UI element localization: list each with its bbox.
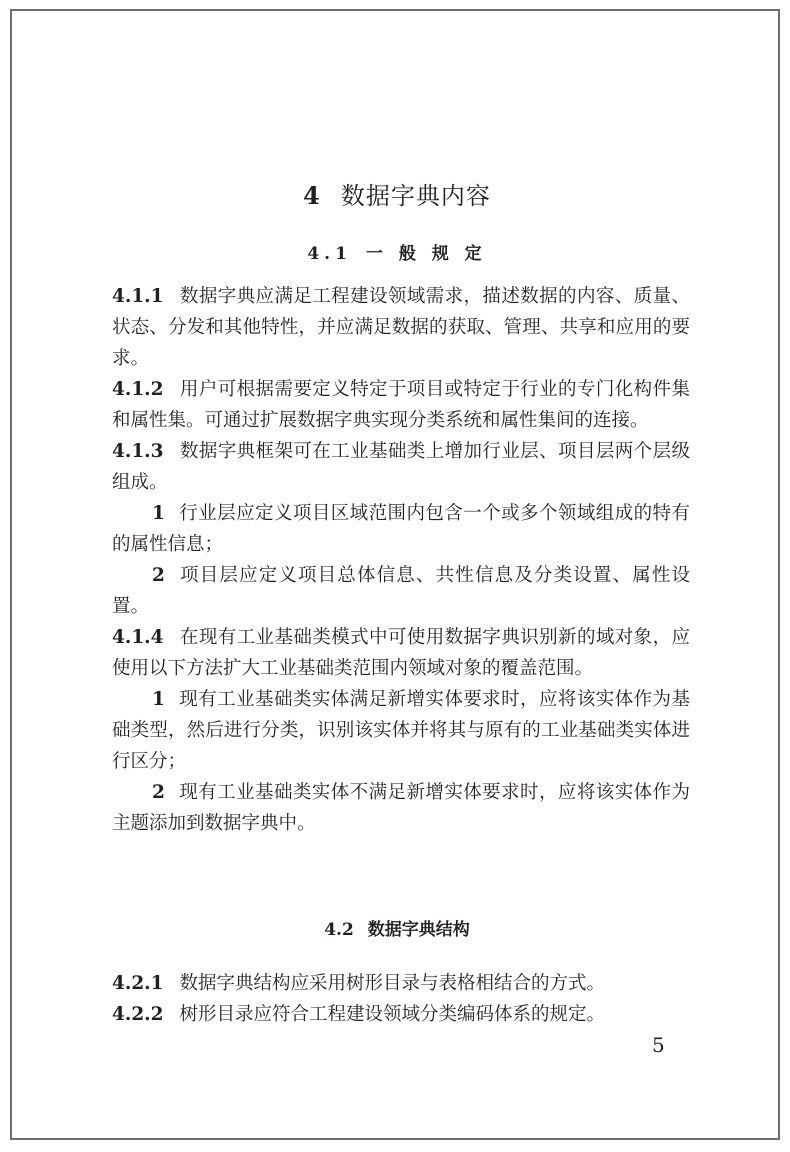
item-number: 2 <box>152 782 165 803</box>
item-text: 项目层应定义项目总体信息、共性信息及分类设置、属性设置。 <box>112 565 690 617</box>
clause-4-1-3-item-2 <box>112 560 690 622</box>
clause-text: 数据字典框架可在工业基础类上增加行业层、项目层两个层级组成。 <box>112 441 690 493</box>
page-frame <box>10 9 780 1140</box>
item-number: 2 <box>152 565 165 586</box>
clause-number: 4.1.2 <box>112 379 164 400</box>
section-number: 4.2 <box>324 920 354 940</box>
clause-number: 4.1.4 <box>112 627 164 648</box>
clause-number: 4.1.1 <box>112 286 164 307</box>
clause-text: 用户可根据需要定义特定于项目或特定于行业的专门化构件集和属性集。可通过扩展数据字典实现分类系统和属性集间的连接。 <box>112 379 690 431</box>
clause-number: 4.2.2 <box>112 1004 164 1025</box>
chapter-number: 4 <box>303 181 321 210</box>
clause-4-1-4 <box>112 622 690 684</box>
clause-4-1-1 <box>112 281 690 374</box>
section-heading-4-2 <box>12 915 782 940</box>
page-number: 5 <box>652 1033 665 1057</box>
clause-4-1-3 <box>112 436 690 498</box>
clause-4-1-2 <box>112 374 690 436</box>
chapter-heading <box>12 176 782 211</box>
section-title: 数据字典结构 <box>367 920 470 940</box>
section-4-2-body <box>112 968 690 1030</box>
chapter-title: 数据字典内容 <box>340 182 491 210</box>
section-heading-4-1 <box>12 239 782 264</box>
section-number: 4.1 <box>307 244 352 264</box>
clause-4-1-3-item-1 <box>112 498 690 560</box>
item-number: 1 <box>152 503 165 524</box>
item-text: 现有工业基础类实体不满足新增实体要求时，应将该实体作为主题添加到数据字典中。 <box>112 782 690 834</box>
clause-text: 在现有工业基础类模式中可使用数据字典识别新的域对象，应使用以下方法扩大工业基础类范围内领域对象的覆盖范围。 <box>112 627 690 679</box>
clause-text: 数据字典应满足工程建设领域需求，描述数据的内容、质量、状态、分发和其他特性，并应满足数据的获取、管理、共享和应用的要求。 <box>112 286 690 369</box>
clause-number: 4.2.1 <box>112 973 164 994</box>
clause-4-1-4-item-1 <box>112 684 690 777</box>
clause-number: 4.1.3 <box>112 441 164 462</box>
item-text: 现有工业基础类实体满足新增实体要求时，应将该实体作为基础类型，然后进行分类，识别该实体并将其与原有的工业基础类实体进行区分； <box>112 689 690 772</box>
clause-4-1-4-item-2 <box>112 777 690 839</box>
section-title: 一 般 规 定 <box>365 244 487 264</box>
item-number: 1 <box>152 689 165 710</box>
clause-text: 数据字典结构应采用树形目录与表格相结合的方式。 <box>179 973 606 994</box>
clause-4-2-1 <box>112 968 690 999</box>
item-text: 行业层应定义项目区域范围内包含一个或多个领域组成的特有的属性信息； <box>112 503 690 555</box>
clause-text: 树形目录应符合工程建设领域分类编码体系的规定。 <box>179 1004 606 1025</box>
section-4-1-body <box>112 281 690 839</box>
clause-4-2-2 <box>112 999 690 1030</box>
